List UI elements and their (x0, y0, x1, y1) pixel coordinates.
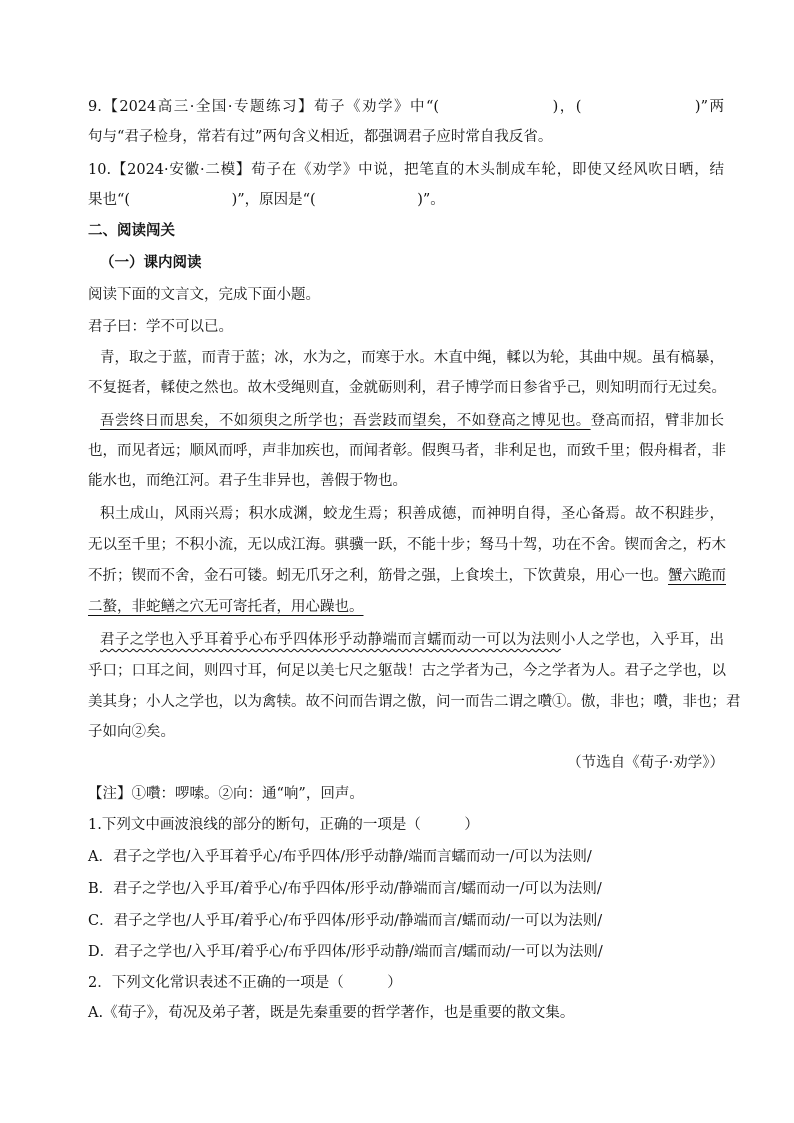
passage-p3-line4 (88, 592, 724, 622)
passage-opening (88, 312, 724, 342)
q9-line2: 句与“君子检身，常若有过”两句含义相近，都强调君子应时常自我反省。 (88, 129, 553, 145)
passage-p2-line2: 也，而见者远；顺风而呼，声非加疾也，而闻者彰。假舆马者，非利足也，而致千里；假舟楫者，非 (88, 443, 726, 459)
passage-p4-line3: 美其身；小人之学也，以为禽犊。故不问而告谓之傲，问一而告二谓之囋①。傲，非也；囋，非也；君 (88, 694, 741, 710)
underlined-sentence: 吾尝终日而思矣，不如须臾之所学也；吾尝跂而望矣，不如登高之博见也。 (100, 413, 591, 429)
q10-line1: 10.【2024·安徽·二模】荀子在《劝学》中说，把笔直的木头制成车轮，即使又经风吹日晒，结 (88, 162, 724, 178)
question1-option-a: A．君子之学也/入乎耳着乎心/布乎四体/形乎动静/端而言蠕而动一/可以为法则/ (88, 849, 592, 865)
passage-p4-line1-rest: 小人之学也，入乎耳，出 (560, 632, 725, 648)
passage-p4-line2: 乎口；口耳之间，则四寸耳，何足以美七尺之躯哉！古之学者为己，今之学者为人。君子之学也，以 (88, 663, 726, 679)
question2-stem: 2．下列文化常识表述不正确的一项是（ ） (88, 975, 402, 991)
question2-option-a: A.《荀子》，荀况及弟子著，既是先秦重要的哲学著作，也是重要的散文集。 (88, 1005, 575, 1021)
annotation-note: 【注】①囋：啰嗦。②向：通“响”，回声。 (88, 786, 364, 802)
passage-p3-line1: 积土成山，风雨兴焉；积水成渊，蛟龙生焉；积善成德，而神明自得，圣心备焉。故不积跬步， (100, 506, 724, 522)
passage-p2-line3: 能水也，而绝江河。君子生非异也，善假于物也。 (88, 473, 407, 489)
passage-p3-line2: 无以至千里；不积小流，无以成江海。骐骥一跃，不能十步；驽马十驾，功在不舍。锲而舍之，朽木 (88, 537, 726, 553)
source-citation: （节选自《荀子·劝学》） (567, 755, 724, 771)
underlined-phrase-end: 二螯，非蛇鳝之穴无可寄托者，用心躁也。 (88, 599, 364, 615)
question1-option-d: D．君子之学也/入乎耳/着乎心/布乎四体/形乎动静/端而言/蠕而动/一可以为法则/ (88, 944, 603, 960)
passage-opening-text: 君子曰：学不可以已。 (88, 319, 233, 335)
wavy-underlined-text: 君子之学也入乎耳着乎心布乎四体形乎动静端而言蠕而动一可以为法则 (100, 632, 561, 648)
question1-option-c: C．君子之学也/人乎耳/着乎心/布乎四体/形乎动/静端而言/蠕而动/一可以为法则/ (88, 913, 603, 929)
instruction: 阅读下面的文言文，完成下面小题。 (88, 287, 320, 303)
passage-p1-line1: 青，取之于蓝，而青于蓝；冰，水为之，而寒于水。木直中绳，輮以为轮，其曲中规。虽有槁暴， (100, 350, 724, 366)
q9-line1: 9.【2024高三·全国·专题练习】荀子《劝学》中“( )，( )”两 (88, 99, 724, 115)
subsection-heading: （一）课内阅读 (100, 254, 202, 271)
passage-p2-line1-rest: 登高而招，臂非加长 (590, 413, 725, 429)
q10-line2: 果也“( )”，原因是“( )”。 (88, 192, 445, 208)
passage-p4-line1 (100, 625, 724, 655)
section-heading: 二、阅读闯关 (88, 222, 175, 239)
passage-p3-line3 (88, 561, 724, 591)
passage-p1-line2: 不复挺者，輮使之然也。故木受绳则直，金就砺则利，君子博学而日参省乎己，则知明而行无过矣。 (88, 380, 726, 396)
question1-stem: 1.下列文中画波浪线的部分的断句，正确的一项是（ ） (88, 817, 479, 833)
passage-p2-line1 (100, 406, 724, 436)
passage-p4-line4: 子如向②矣。 (88, 724, 175, 740)
question1-option-b: B．君子之学也/入乎耳/着乎心/布乎四体/形乎动/静端而言/蠕而动一/可以为法则/ (88, 881, 602, 897)
underlined-phrase-start: 蟹六跪而 (668, 568, 726, 584)
passage-p3-line3-text: 不折；锲而不舍，金石可镂。蚓无爪牙之利，筋骨之强，上食埃土，下饮黄泉，用心一也。 (88, 568, 668, 584)
